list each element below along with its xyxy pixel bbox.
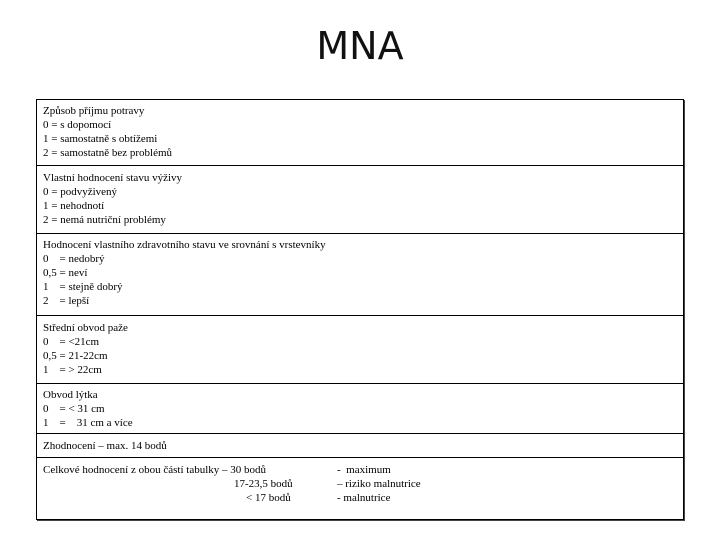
section-line: 1 = stejně dobrý [43,281,123,293]
page-title: MNA [316,24,404,68]
section-line: 2 = lepší [43,295,90,307]
section-line: 2 = nemá nutriční problémy [43,214,166,226]
section-line: 2 = samostatně bez problémů [43,147,173,159]
section-final-evaluation [37,458,683,519]
section-heading: Střední obvod paže [43,322,128,334]
section-self-assessment-nutrition [37,166,683,234]
section-summary [37,434,683,458]
section-heading: Vlastní hodnocení stavu výživy [43,172,183,184]
section-line: 0 = nedobrý [43,253,105,265]
final-range-low: < 17 bodů [246,492,291,504]
section-line: 1 = 31 cm a více [43,417,133,429]
section-line: 0 = podvyživený [43,186,118,198]
final-result-max: - maximum [337,464,391,476]
section-line: 1 = nehodnotí [43,200,105,212]
final-result-malnutrition: - malnutrice [337,492,391,504]
section-calf-circumference [37,384,683,434]
section-arm-circumference [37,316,683,384]
summary-text: Zhodnocení – max. 14 bodů [43,440,167,452]
section-food-intake [37,100,683,166]
mna-table [36,99,684,520]
final-label: Celkové hodnocení z obou částí tabulky – 30 bodů [43,464,267,476]
section-health-comparison [37,234,683,316]
section-line: 0,5 = neví [43,267,88,279]
section-heading: Způsob příjmu potravy [43,105,145,117]
section-line: 1 = > 22cm [43,364,102,376]
section-line: 0 = <21cm [43,336,100,348]
section-line: 0 = s dopomocí [43,119,112,131]
section-line: 1 = samostatně s obtížemi [43,133,158,145]
section-heading: Obvod lýtka [43,389,98,401]
section-line: 0,5 = 21-22cm [43,350,108,362]
final-range-mid: 17-23,5 bodů [234,478,293,490]
final-result-risk: – riziko malnutrice [337,478,421,490]
section-line: 0 = < 31 cm [43,403,105,415]
section-heading: Hodnocení vlastního zdravotního stavu ve srovnání s vrstevníky [43,239,326,251]
